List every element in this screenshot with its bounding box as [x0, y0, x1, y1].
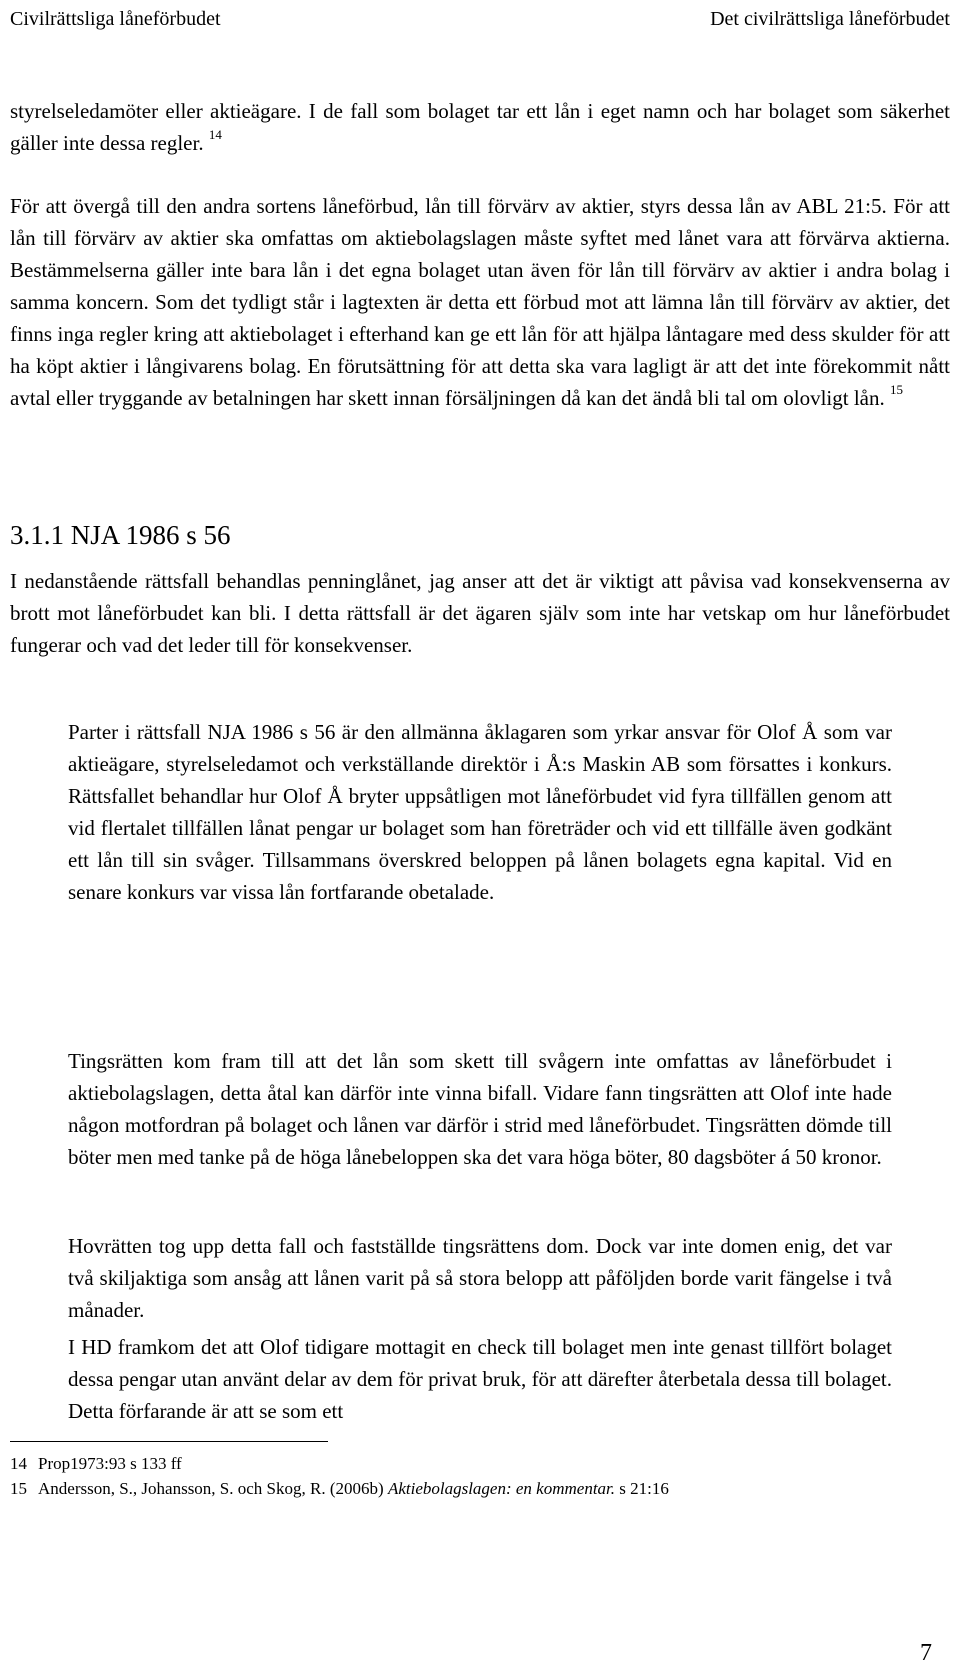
header-right-title: Det civilrättsliga låneförbudet: [710, 8, 950, 30]
footnote-14-number: 14: [10, 1454, 27, 1473]
footnote-15-page: s 21:16: [615, 1479, 669, 1498]
case-quote-3: [68, 1230, 892, 1326]
paragraph-3-text: I nedanstående rättsfall behandlas penninglånet, jag anser att det är viktigt att påvisa vad konsekvenserna av brott mot låneförbudet kan bli. I detta rättsfall är det ägaren själv som inte har vetskap om hur låneförbudet fungerar och vad det leder till för konsekvenser.: [10, 569, 950, 657]
paragraph-1-text: styrelseledamöter eller aktieägare. I de fall som bolaget tar ett lån i eget namn och har bolaget som säkerhet gäller inte dessa regler.: [10, 99, 950, 155]
paragraph-3: [10, 565, 950, 661]
footnote-15-number: 15: [10, 1479, 27, 1498]
case-quote-4-text: I HD framkom det att Olof tidigare mottagit en check till bolaget men inte genast tillfört bolaget dessa pengar utan använt delar av dem för privat bruk, för att därefter återbetala dessa till bolaget. Detta förfarande är att se som ett: [68, 1335, 892, 1423]
footnote-14-text: Prop1973:93 s 133 ff: [38, 1454, 182, 1473]
footnote-15: [10, 1478, 669, 1500]
paragraph-2-text: För att övergå till den andra sortens låneförbud, lån till förvärv av aktier, styrs dessa lån av ABL 21:5. För att lån till förvärv av aktier ska omfattas om aktiebolagslagen måste syftet med lånet vara att förvärva aktierna. Bestämmelserna gäller inte bara lån i det egna bolaget utan även för lån till förvärv av aktier i andra bolag i samma koncern. Som det tydligt står i lagtexten är detta ett förbud mot att lämna lån till förvärv av aktier, det finns inga regler kring att aktiebolaget i efterhand kan ge ett lån för att hjälpa låntagare med dess skulder för att ha köpt aktier i långivarens bolag. En förutsättning för att detta ska vara lagligt är att det inte förekommit nått avtal eller tryggande av betalningen har skett innan försäljningen då kan det ändå bli tal om olovligt lån.: [10, 194, 950, 410]
case-quote-3-text: Hovrätten tog upp detta fall och fastställde tingsrättens dom. Dock var inte domen enig, det var två skiljaktiga som ansåg att lånen varit på så stora belopp att påföljden borde varit fängelse i två månader.: [68, 1234, 892, 1322]
case-quote-4: [68, 1331, 892, 1427]
footnote-ref-14[interactable]: 14: [208, 127, 222, 142]
case-quote-1: [68, 716, 892, 908]
case-quote-2: [68, 1045, 892, 1173]
footnote-14: [10, 1453, 182, 1475]
case-quote-1-text: Parter i rättsfall NJA 1986 s 56 är den allmänna åklagaren som yrkar ansvar för Olof Å som var aktieägare, styrelseledamot och verkställande direktör i Å:s Maskin AB som försattes i konkurs. Rättsfallet behandlar hur Olof Å bryter uppsåtligen mot låneförbudet vid fyra tillfällen genom att vid flertalet tillfällen lånat pengar ur bolaget som han företräder och vid ett tillfälle även godkänt ett lån till sin svåger. Tillsammans överskred beloppen på lånen bolagets egna kapital. Vid en senare konkurs var vissa lån fortfarande obetalade.: [68, 720, 892, 904]
page-number: 7: [920, 1640, 932, 1666]
footnote-divider: [10, 1441, 328, 1442]
paragraph-1: [10, 95, 950, 159]
case-quote-2-text: Tingsrätten kom fram till att det lån som skett till svågern inte omfattas av låneförbudet i aktiebolagslagen, detta åtal kan därför inte vinna bifall. Vidare fann tingsrätten att Olof inte hade någon motfordran på bolaget och lånen var därför i strid med låneförbudet. Tingsrätten dömde till böter men med tanke på de höga lånebeloppen ska det vara höga böter, 80 dagsböter á 50 kronor.: [68, 1049, 892, 1169]
running-header: [10, 8, 950, 38]
section-heading: 3.1.1 NJA 1986 s 56: [10, 520, 231, 550]
header-left-title: Civilrättsliga låneförbudet: [10, 8, 221, 30]
footnote-ref-15[interactable]: 15: [889, 382, 903, 397]
footnote-15-text: Andersson, S., Johansson, S. och Skog, R. (2006b): [38, 1479, 388, 1498]
footnote-15-title: Aktiebolagslagen: en kommentar.: [387, 1479, 616, 1498]
paragraph-2: [10, 190, 950, 414]
